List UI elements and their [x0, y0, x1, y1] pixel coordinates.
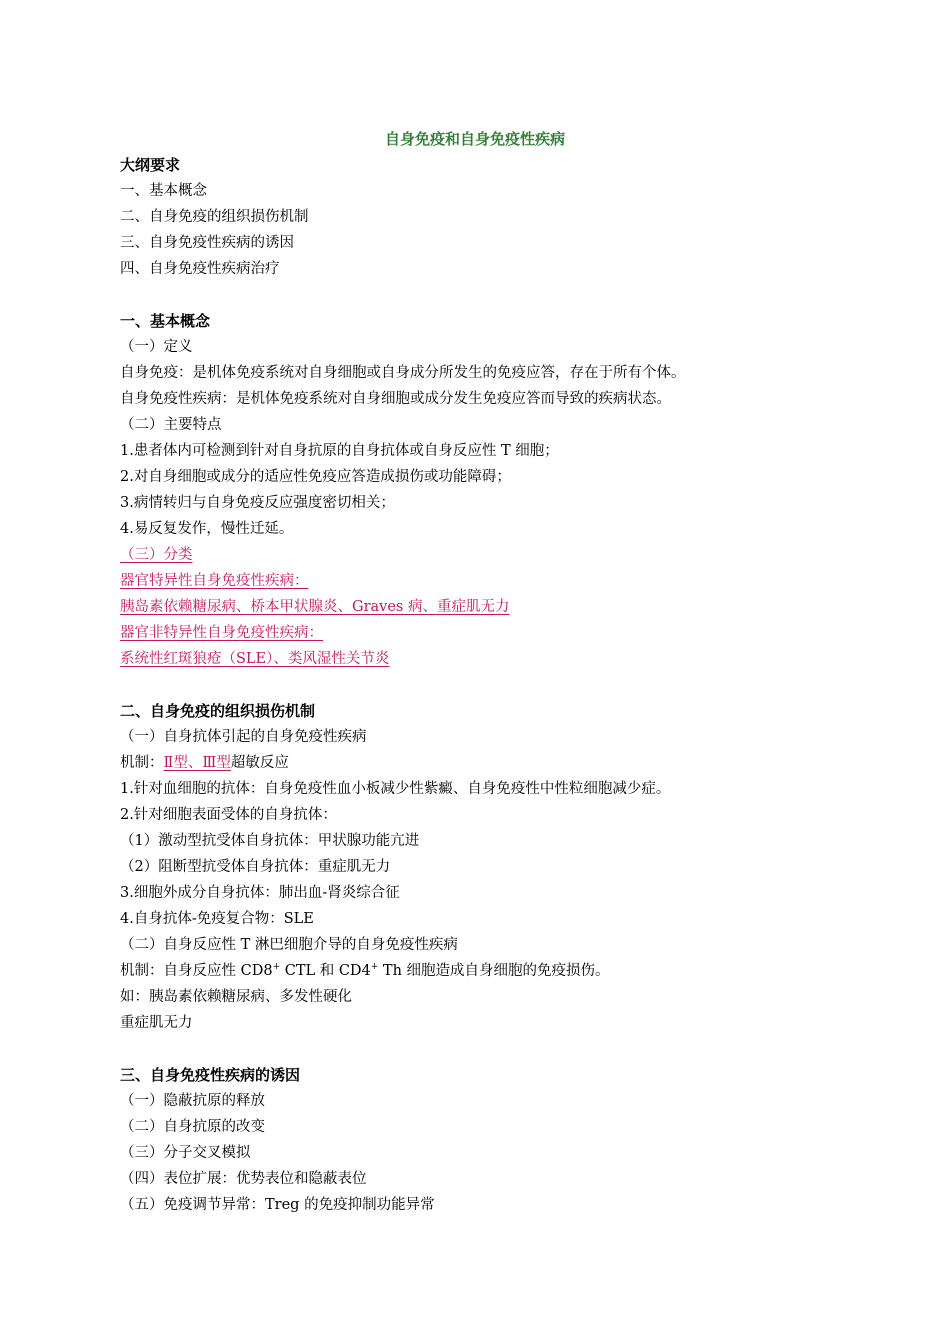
section3-heading: 三、自身免疫性疾病的诱因: [120, 1066, 301, 1084]
antibody-subheading: （一）自身抗体引起的自身免疫性疾病: [120, 729, 367, 745]
cause-item: （一）隐蔽抗原的释放: [120, 1093, 265, 1109]
features-subheading: （二）主要特点: [120, 417, 222, 433]
superscript: +: [370, 962, 379, 973]
section2-heading: 二、自身免疫的组织损伤机制: [120, 702, 316, 720]
tcell-subheading: （二）自身反应性 T 淋巴细胞介导的自身免疫性疾病: [120, 937, 458, 953]
cause-item: （四）表位扩展：优势表位和隐蔽表位: [120, 1171, 367, 1187]
antibody-line: 4.自身抗体-免疫复合物：SLE: [120, 911, 314, 927]
document-page: [120, 126, 840, 1218]
classification-line: 器官特异性自身免疫性疾病：: [120, 573, 309, 589]
classification-subheading: （三）分类: [120, 547, 193, 563]
feature-line: 1.患者体内可检测到针对自身抗原的自身抗体或自身反应性 T 细胞；: [120, 443, 559, 459]
spacer: [120, 672, 840, 698]
feature-line: 4.易反复发作，慢性迁延。: [120, 521, 294, 537]
outline-heading: 大纲要求: [120, 156, 181, 174]
cause-item: （三）分子交叉模拟: [120, 1145, 251, 1161]
section1-heading: 一、基本概念: [120, 312, 211, 330]
example-line: 如：胰岛素依赖糖尿病、多发性硬化: [120, 989, 352, 1005]
cause-item: （二）自身抗原的改变: [120, 1119, 265, 1135]
antibody-line: （2）阻断型抗受体自身抗体：重症肌无力: [120, 859, 391, 875]
mechanism-suffix: 超敏反应: [230, 755, 289, 771]
superscript: +: [272, 962, 281, 973]
outline-item: 四、自身免疫性疾病治疗: [120, 261, 280, 277]
antibody-line: 1.针对血细胞的抗体：自身免疫性血小板减少性紫癜、自身免疫性中性粒细胞减少症。: [120, 781, 671, 797]
antibody-line: 2.针对细胞表面受体的自身抗体：: [120, 807, 337, 823]
document-title: 自身免疫和自身免疫性疾病: [384, 130, 565, 148]
classification-line: 系统性红斑狼疮（SLE）、类风湿性关节炎: [120, 651, 390, 667]
antibody-line: 3.细胞外成分自身抗体：肺出血-肾炎综合征: [120, 885, 400, 901]
definition-line: 自身免疫性疾病：是机体免疫系统对自身细胞或成分发生免疫应答而导致的疾病状态。: [120, 391, 671, 407]
feature-line: 2.对自身细胞或成分的适应性免疫应答造成损伤或功能障碍；: [120, 469, 511, 485]
classification-line: 器官非特异性自身免疫性疾病：: [120, 625, 323, 641]
outline-item: 一、基本概念: [120, 183, 207, 199]
antibody-line: （1）激动型抗受体自身抗体：甲状腺功能亢进: [120, 833, 420, 849]
mechanism-prefix: 机制：: [120, 755, 164, 771]
mechanism-text: 机制：自身反应性 CD8: [120, 963, 273, 979]
classification-line: 胰岛素依赖糖尿病、桥本甲状腺炎、Graves 病、重症肌无力: [120, 599, 510, 615]
definition-subheading: （一）定义: [120, 339, 193, 355]
definition-line: 自身免疫：是机体免疫系统对自身细胞或自身成分所发生的免疫应答，存在于所有个体。: [120, 365, 686, 381]
tcell-mechanism-line: [120, 958, 840, 984]
spacer: [120, 282, 840, 308]
mechanism-line: [120, 750, 840, 776]
spacer: [120, 1036, 840, 1062]
outline-item: 二、自身免疫的组织损伤机制: [120, 209, 309, 225]
hypersensitivity-type: Ⅱ型、Ⅲ型: [163, 755, 231, 771]
outline-item: 三、自身免疫性疾病的诱因: [120, 235, 294, 251]
mechanism-text: CTL 和 CD4: [280, 963, 371, 979]
example-line: 重症肌无力: [120, 1015, 193, 1031]
feature-line: 3.病情转归与自身免疫反应强度密切相关；: [120, 495, 395, 511]
mechanism-text: Th 细胞造成自身细胞的免疫损伤。: [378, 963, 610, 979]
cause-item: （五）免疫调节异常：Treg 的免疫抑制功能异常: [120, 1197, 435, 1213]
